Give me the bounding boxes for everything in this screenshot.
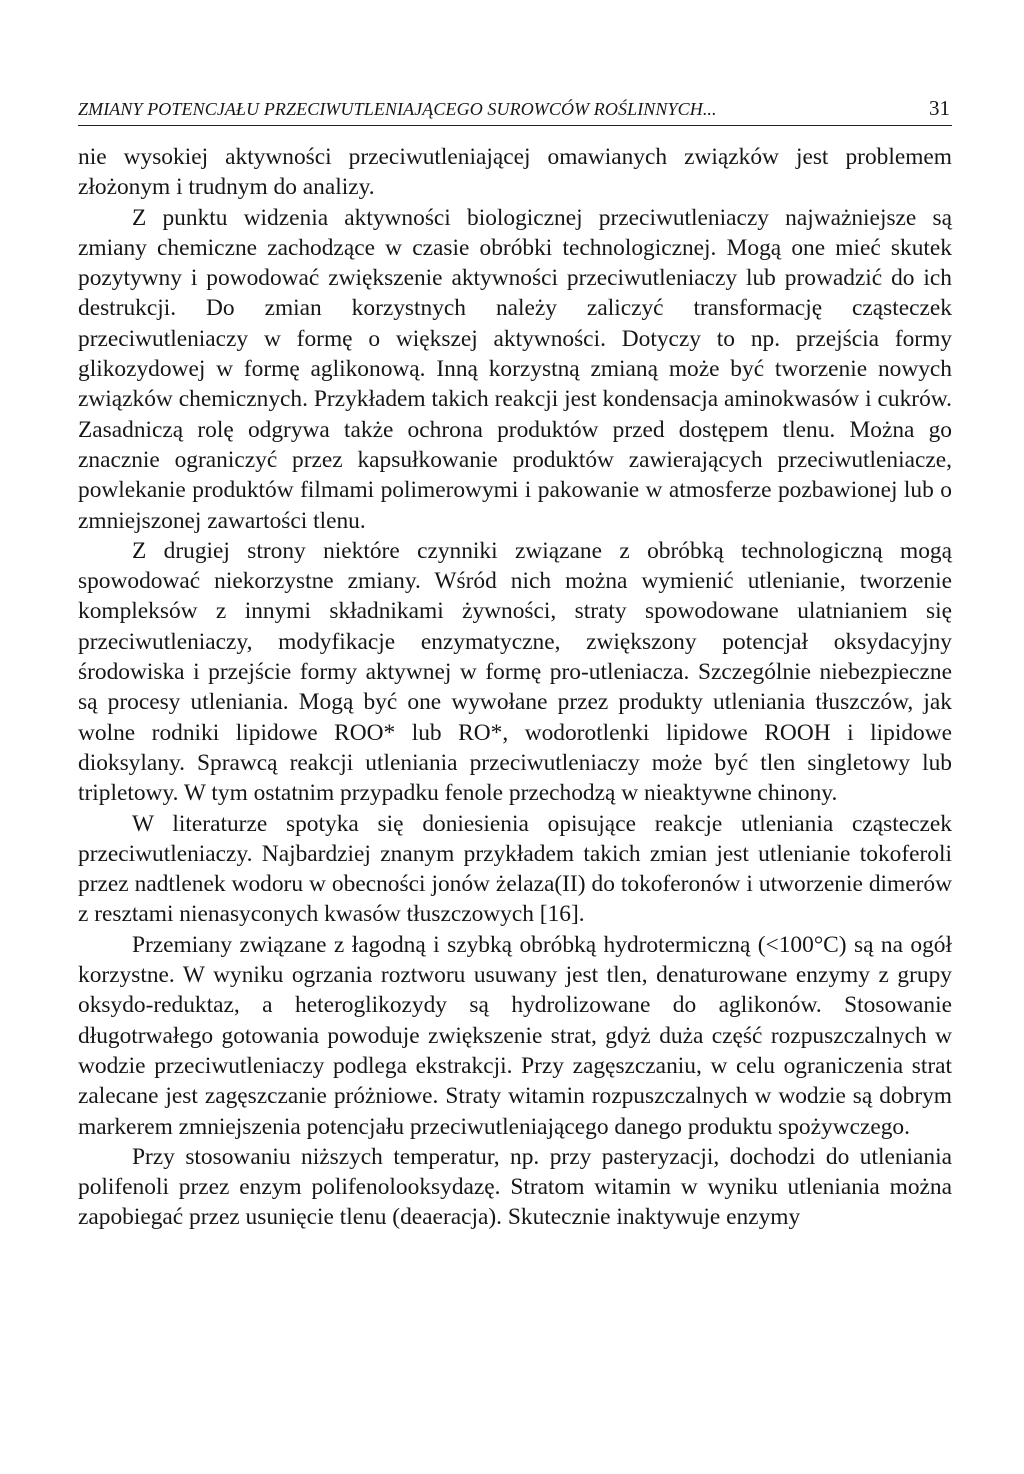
paragraph: Z punktu widzenia aktywności biologicznej przeciwutleniaczy najważniejsze są zmiany chemiczne zachodzące w czasie obróbki technologicznej. Mogą one mieć skutek pozytywny i powodować zwiększenie aktywności przeciwutleniaczy lub prowadzić do ich destrukcji. Do zmian korzystnych należy zaliczyć transformację cząsteczek przeciwutleniaczy w formę o większej aktywności. Dotyczy to np. przejścia formy glikozydowej w formę aglikonową. Inną korzystną zmianą może być tworzenie nowych związków chemicznych. Przykładem takich reakcji jest kondensacja aminokwasów i cukrów. Zasadniczą rolę odgrywa także ochrona produktów przed dostępem tlenu. Można go znacznie ograniczyć przez kapsułkowanie produktów zawierających przeciwutleniacze, powlekanie produktów filmami polimerowymi i pakowanie w atmosferze pozbawionej lub o zmniejszonej zawartości tlenu. [78,204,952,534]
paragraph: W literaturze spotyka się doniesienia opisujące reakcje utleniania cząsteczek przeciwutleniaczy. Najbardziej znanym przykładem takich zmian jest utlenianie tokoferoli przez nadtlenek wodoru w obecności jonów żelaza(II) do tokoferonów i utworzenie dimerów z resztami nienasyconych kwasów tłuszczowych [16]. [78,810,952,928]
paragraph-continued: nie wysokiej aktywności przeciwutleniającej omawianych związków jest problemem złożonym i trudnym do analizy. [78,144,952,201]
paragraph: Przy stosowaniu niższych temperatur, np. przy pasteryzacji, dochodzi do utleniania polifenoli przez enzym polifenolooksydazę. Stratom witamin w wyniku utleniania można zapobiegać przez usunięcie tlenu (deaeracja). Skutecznie inaktywuje enzymy [78,1143,952,1231]
page-number: 31 [929,96,950,120]
running-header-title: ZMIANY POTENCJAŁU PRZECIWUTLENIAJĄCEGO SUROWCÓW ROŚLINNYCH... [78,99,717,119]
body-text [78,142,952,1233]
document-page [78,96,952,1233]
paragraph: Z drugiej strony niektóre czynniki związane z obróbką technologiczną mogą spowodować niekorzystne zmiany. Wśród nich można wymienić utlenianie, tworzenie kompleksów z innymi składnikami żywności, straty spowodowane ulatnianiem się przeciwutleniaczy, modyfikacje enzymatyczne, zwiększony potencjał oksydacyjny środowiska i przejście formy aktywnej w formę pro-utleniacza. Szczególnie niebezpieczne są procesy utleniania. Mogą być one wywołane przez produkty utleniania tłuszczów, jak wolne rodniki lipidowe ROO* lub RO*, wodorotlenki lipidowe ROOH i lipidowe dioksylany. Sprawcą reakcji utleniania przeciwutleniaczy może być tlen singletowy lub tripletowy. W tym ostatnim przypadku fenole przechodzą w nieaktywne chinony. [78,537,952,807]
running-header [78,96,952,126]
paragraph: Przemiany związane z łagodną i szybką obróbką hydrotermiczną (<100°C) są na ogół korzystne. W wyniku ogrzania roztworu usuwany jest tlen, denaturowane enzymy z grupy oksydo-reduktaz, a heteroglikozydy są hydrolizowane do aglikonów. Stosowanie długotrwałego gotowania powoduje zwiększenie strat, gdyż duża część rozpuszczalnych w wodzie przeciwutleniaczy podlega ekstrakcji. Przy zagęszczaniu, w celu ograniczenia strat zalecane jest zagęszczanie próżniowe. Straty witamin rozpuszczalnych w wodzie są dobrym markerem zmniejszenia potencjału przeciwutleniającego danego produktu spożywczego. [78,931,952,1140]
